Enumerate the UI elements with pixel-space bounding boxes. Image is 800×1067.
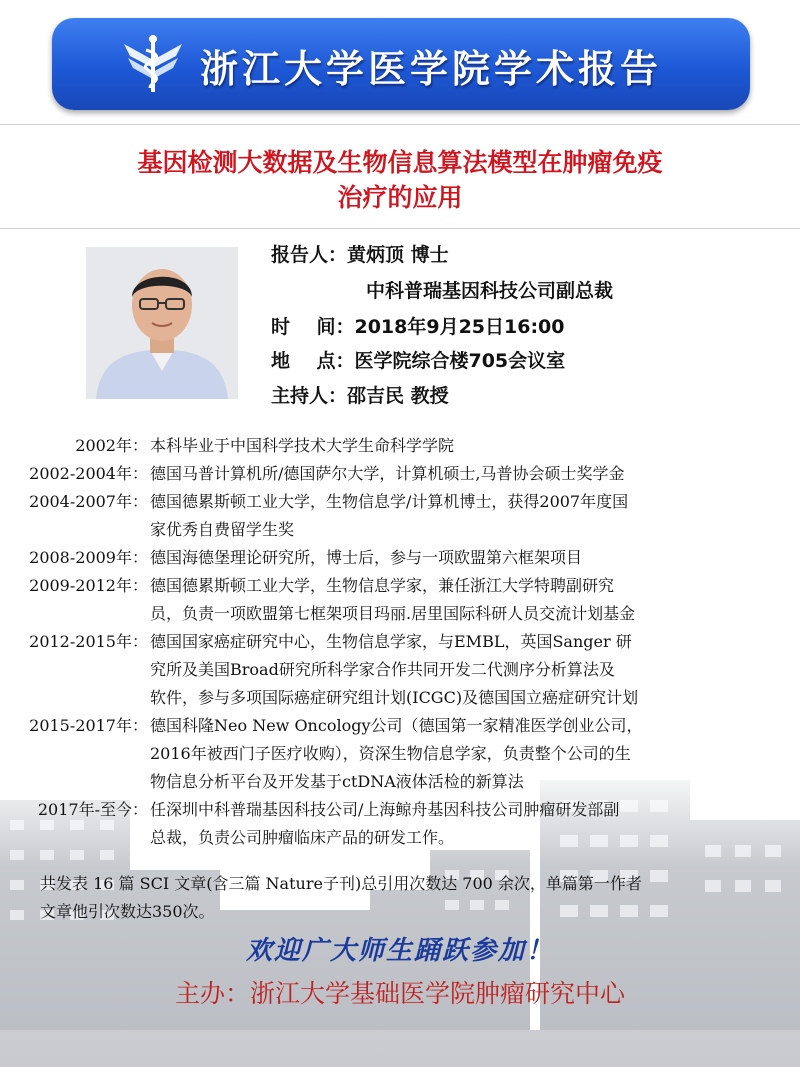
place-label: 地 点： — [271, 350, 355, 372]
bio-text: 总裁，负责公司肿瘤临床产品的研发工作。 — [150, 828, 455, 847]
bio-text: 德国德累斯顿工业大学，生物信息学家，兼任浙江大学特聘副研究 — [150, 576, 615, 595]
bio-entry-continued — [0, 656, 800, 684]
bio-text: 员，负责一项欧盟第七框架项目玛丽.居里国际科研人员交流计划基金 — [150, 604, 636, 623]
host-line — [271, 381, 449, 408]
time-line — [271, 312, 565, 339]
time-label: 时 间： — [271, 316, 355, 338]
bio-entry — [0, 488, 800, 516]
bio-text: 任深圳中科普瑞基因科技公司/上海鲸舟基因科技公司肿瘤研发部副 — [150, 800, 620, 819]
bio-year: 2009-2012年： — [29, 576, 148, 595]
bio-text: 德国国家癌症研究中心，生物信息学家，与EMBL，英国Sanger 研 — [150, 632, 632, 651]
divider — [0, 228, 800, 229]
bio-entry-continued — [0, 824, 800, 852]
place-line — [271, 346, 565, 373]
bio-text: 家优秀自费留学生奖 — [150, 520, 295, 539]
talk-title-line2: 治疗的应用 — [337, 183, 463, 212]
bio-text: 德国马普计算机所/德国萨尔大学，计算机硕士,马普协会硕士奖学金 — [150, 464, 625, 483]
biography — [0, 432, 800, 852]
bio-text: 软件，参与多项国际癌症研究组计划(ICGC)及德国国立癌症研究计划 — [150, 688, 639, 707]
bio-entry-continued — [0, 684, 800, 712]
host-label: 主持人： — [271, 385, 348, 407]
bio-year: 2002年： — [75, 436, 148, 455]
bio-year: 2002-2004年： — [29, 464, 148, 483]
speaker-name: 黄炳顶 博士 — [347, 244, 449, 266]
welcome-message: 欢迎广大师生踊跃参加！ — [245, 936, 554, 966]
bio-text: 德国德累斯顿工业大学，生物信息学/计算机博士，获得2007年度国 — [150, 492, 629, 511]
bio-entry-continued — [0, 740, 800, 768]
bio-entry — [0, 572, 800, 600]
bio-text: 物信息分析平台及开发基于ctDNA液体活检的新算法 — [150, 772, 524, 791]
bio-text: 2016年被西门子医疗收购），资深生物信息学家，负责整个公司的生 — [150, 744, 631, 763]
place-value: 医学院综合楼705会议室 — [354, 350, 566, 372]
bio-entry-continued — [0, 768, 800, 796]
bio-entry-continued — [0, 600, 800, 628]
medical-caduceus-logo-icon — [120, 32, 186, 96]
bio-entry — [0, 432, 800, 460]
divider — [0, 124, 800, 125]
summary-line: 文章他引次数达350次。 — [40, 902, 215, 921]
bio-year: 2017年-至今： — [37, 800, 148, 819]
bio-text: 究所及美国Broad研究所科学家合作共同开发二代测序分析算法及 — [150, 660, 615, 679]
bio-entry — [0, 712, 800, 740]
bio-entry — [0, 796, 800, 824]
bio-text: 本科毕业于中国科学技术大学生命科学学院 — [150, 436, 455, 455]
speaker-label: 报告人： — [271, 244, 348, 266]
bio-text: 德国海德堡理论研究所，博士后，参与一项欧盟第六框架项目 — [150, 548, 583, 567]
bio-year: 2012-2015年： — [29, 632, 148, 651]
bio-entry — [0, 544, 800, 572]
bio-year: 2004-2007年： — [29, 492, 148, 511]
header-banner — [52, 18, 750, 110]
bio-year: 2015-2017年： — [29, 716, 148, 735]
bio-text: 德国科隆Neo New Oncology公司（德国第一家精准医学创业公司， — [150, 716, 643, 735]
speaker-line — [271, 240, 449, 267]
summary-line: 共发表 16 篇 SCI 文章(含三篇 Nature子刊)总引用次数达 700 余次，单篇第一作者 — [40, 874, 642, 893]
talk-title-line1: 基因检测大数据及生物信息算法模型在肿瘤免疫 — [137, 148, 663, 177]
host-value: 邵吉民 教授 — [347, 385, 449, 407]
organizer: 主办：浙江大学基础医学院肿瘤研究中心 — [174, 979, 625, 1008]
bio-year: 2008-2009年： — [29, 548, 148, 567]
speaker-affiliation: 中科普瑞基因科技公司副总裁 — [366, 280, 614, 302]
speaker-photo — [86, 247, 238, 399]
bio-entry-continued — [0, 516, 800, 544]
publication-summary — [40, 870, 780, 926]
banner-title: 浙江大学医学院学术报告 — [200, 47, 663, 91]
time-value: 2018年9月25日16:00 — [354, 316, 565, 338]
bio-entry — [0, 628, 800, 656]
bio-entry — [0, 460, 800, 488]
